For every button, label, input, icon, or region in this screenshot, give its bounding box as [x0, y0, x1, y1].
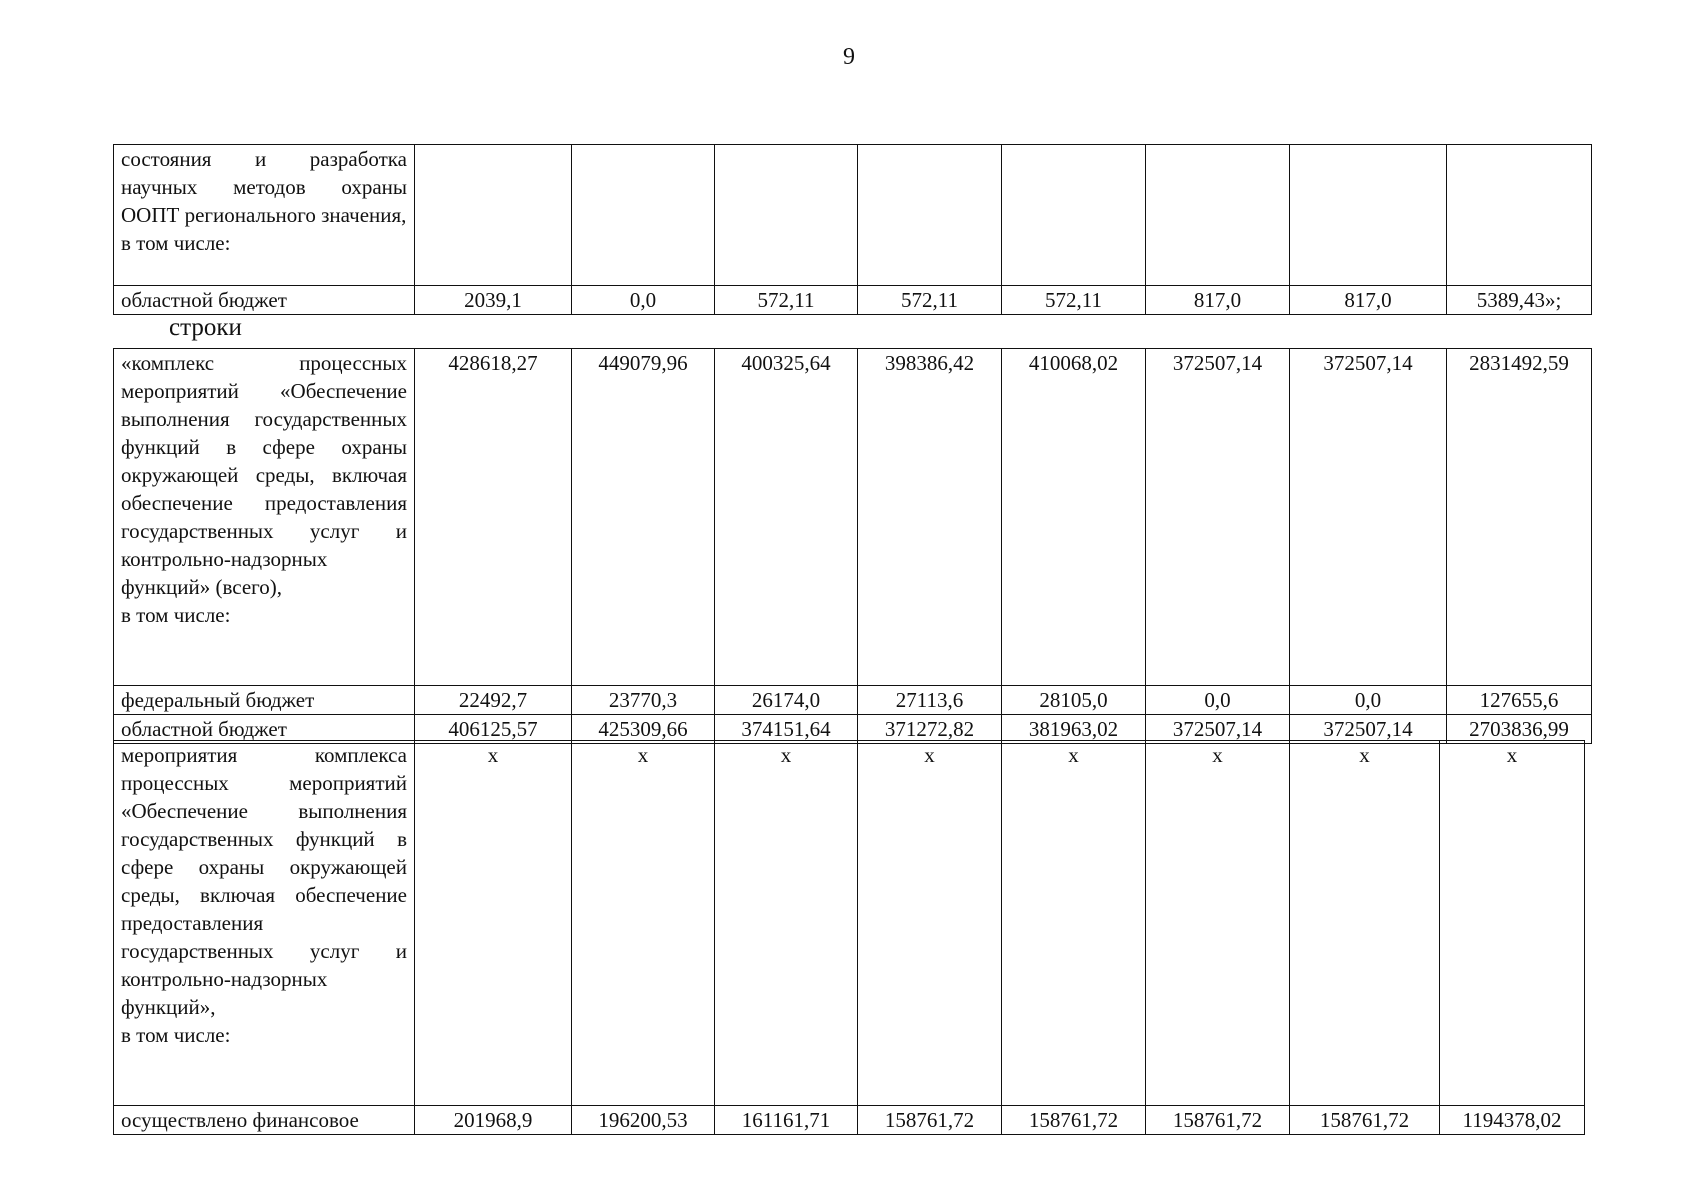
value-cell: 28105,0 [1002, 686, 1146, 715]
value-cell: х [415, 741, 572, 1106]
value-cell: 27113,6 [858, 686, 1002, 715]
value-cell: 817,0 [1146, 286, 1290, 315]
row-label: мероприятия комплекса процессных мероприятий «Обеспечение выполнения государственных функций в сфере охраны окружающей среды, включая обеспечение предоставления государственных услуг и контрольно-надзорных функций», в том числе: [114, 741, 415, 1106]
value-cell [715, 145, 858, 286]
total-cell [1447, 145, 1592, 286]
value-cell: 449079,96 [572, 349, 715, 686]
value-cell: 158761,72 [1002, 1106, 1146, 1135]
total-cell: 2831492,59 [1447, 349, 1592, 686]
value-cell: 0,0 [572, 286, 715, 315]
value-cell: 158761,72 [858, 1106, 1002, 1135]
value-cell: х [572, 741, 715, 1106]
total-cell: 1194378,02 [1440, 1106, 1585, 1135]
value-cell [1002, 145, 1146, 286]
value-cell: 161161,71 [715, 1106, 858, 1135]
value-cell: 0,0 [1290, 686, 1447, 715]
row-label: федеральный бюджет [114, 686, 415, 715]
value-cell: 425309,66 [572, 715, 715, 744]
row-label: осуществлено финансовое [114, 1106, 415, 1135]
value-cell: х [1290, 741, 1440, 1106]
value-cell: 381963,02 [1002, 715, 1146, 744]
budget-table-activities [113, 740, 1585, 1135]
value-cell: 398386,42 [858, 349, 1002, 686]
section-connector-label: строки [169, 314, 242, 341]
value-cell: 22492,7 [415, 686, 572, 715]
value-cell: 196200,53 [572, 1106, 715, 1135]
value-cell [858, 145, 1002, 286]
value-cell: 372507,14 [1290, 715, 1447, 744]
total-cell: 127655,6 [1447, 686, 1592, 715]
row-label: областной бюджет [114, 286, 415, 315]
value-cell: 372507,14 [1146, 715, 1290, 744]
value-cell: 201968,9 [415, 1106, 572, 1135]
value-cell: 406125,57 [415, 715, 572, 744]
total-cell: 5389,43»; [1447, 286, 1592, 315]
value-cell: 158761,72 [1290, 1106, 1440, 1135]
table-row [114, 741, 1585, 1106]
value-cell [1290, 145, 1447, 286]
value-cell: 26174,0 [715, 686, 858, 715]
value-cell: 428618,27 [415, 349, 572, 686]
budget-table-continuation [113, 144, 1592, 315]
page-number: 9 [843, 44, 855, 70]
value-cell [415, 145, 572, 286]
value-cell: х [858, 741, 1002, 1106]
value-cell [572, 145, 715, 286]
row-label: состояния и разработка научных методов охраны ООПТ регионального значения, в том числе: [114, 145, 415, 286]
value-cell: 372507,14 [1290, 349, 1447, 686]
value-cell: 374151,64 [715, 715, 858, 744]
value-cell: х [1002, 741, 1146, 1106]
row-label: «комплекс процессных мероприятий «Обеспечение выполнения государственных функций в сфере охраны окружающей среды, включая обеспечение предоставления государственных услуг и контрольно-надзорных функций» (всего), в том числе: [114, 349, 415, 686]
total-cell: х [1440, 741, 1585, 1106]
value-cell: 400325,64 [715, 349, 858, 686]
value-cell: х [715, 741, 858, 1106]
table-row [114, 145, 1592, 286]
value-cell: 23770,3 [572, 686, 715, 715]
value-cell: 817,0 [1290, 286, 1447, 315]
table-row [114, 686, 1592, 715]
total-cell: 2703836,99 [1447, 715, 1592, 744]
value-cell: 372507,14 [1146, 349, 1290, 686]
value-cell [1146, 145, 1290, 286]
budget-table-complex [113, 348, 1592, 744]
table-row [114, 349, 1592, 686]
value-cell: 371272,82 [858, 715, 1002, 744]
value-cell: 572,11 [1002, 286, 1146, 315]
value-cell: х [1146, 741, 1290, 1106]
value-cell: 0,0 [1146, 686, 1290, 715]
table-row [114, 286, 1592, 315]
value-cell: 410068,02 [1002, 349, 1146, 686]
value-cell: 572,11 [858, 286, 1002, 315]
value-cell: 158761,72 [1146, 1106, 1290, 1135]
row-label: областной бюджет [114, 715, 415, 744]
value-cell: 2039,1 [415, 286, 572, 315]
value-cell: 572,11 [715, 286, 858, 315]
table-row [114, 1106, 1585, 1135]
